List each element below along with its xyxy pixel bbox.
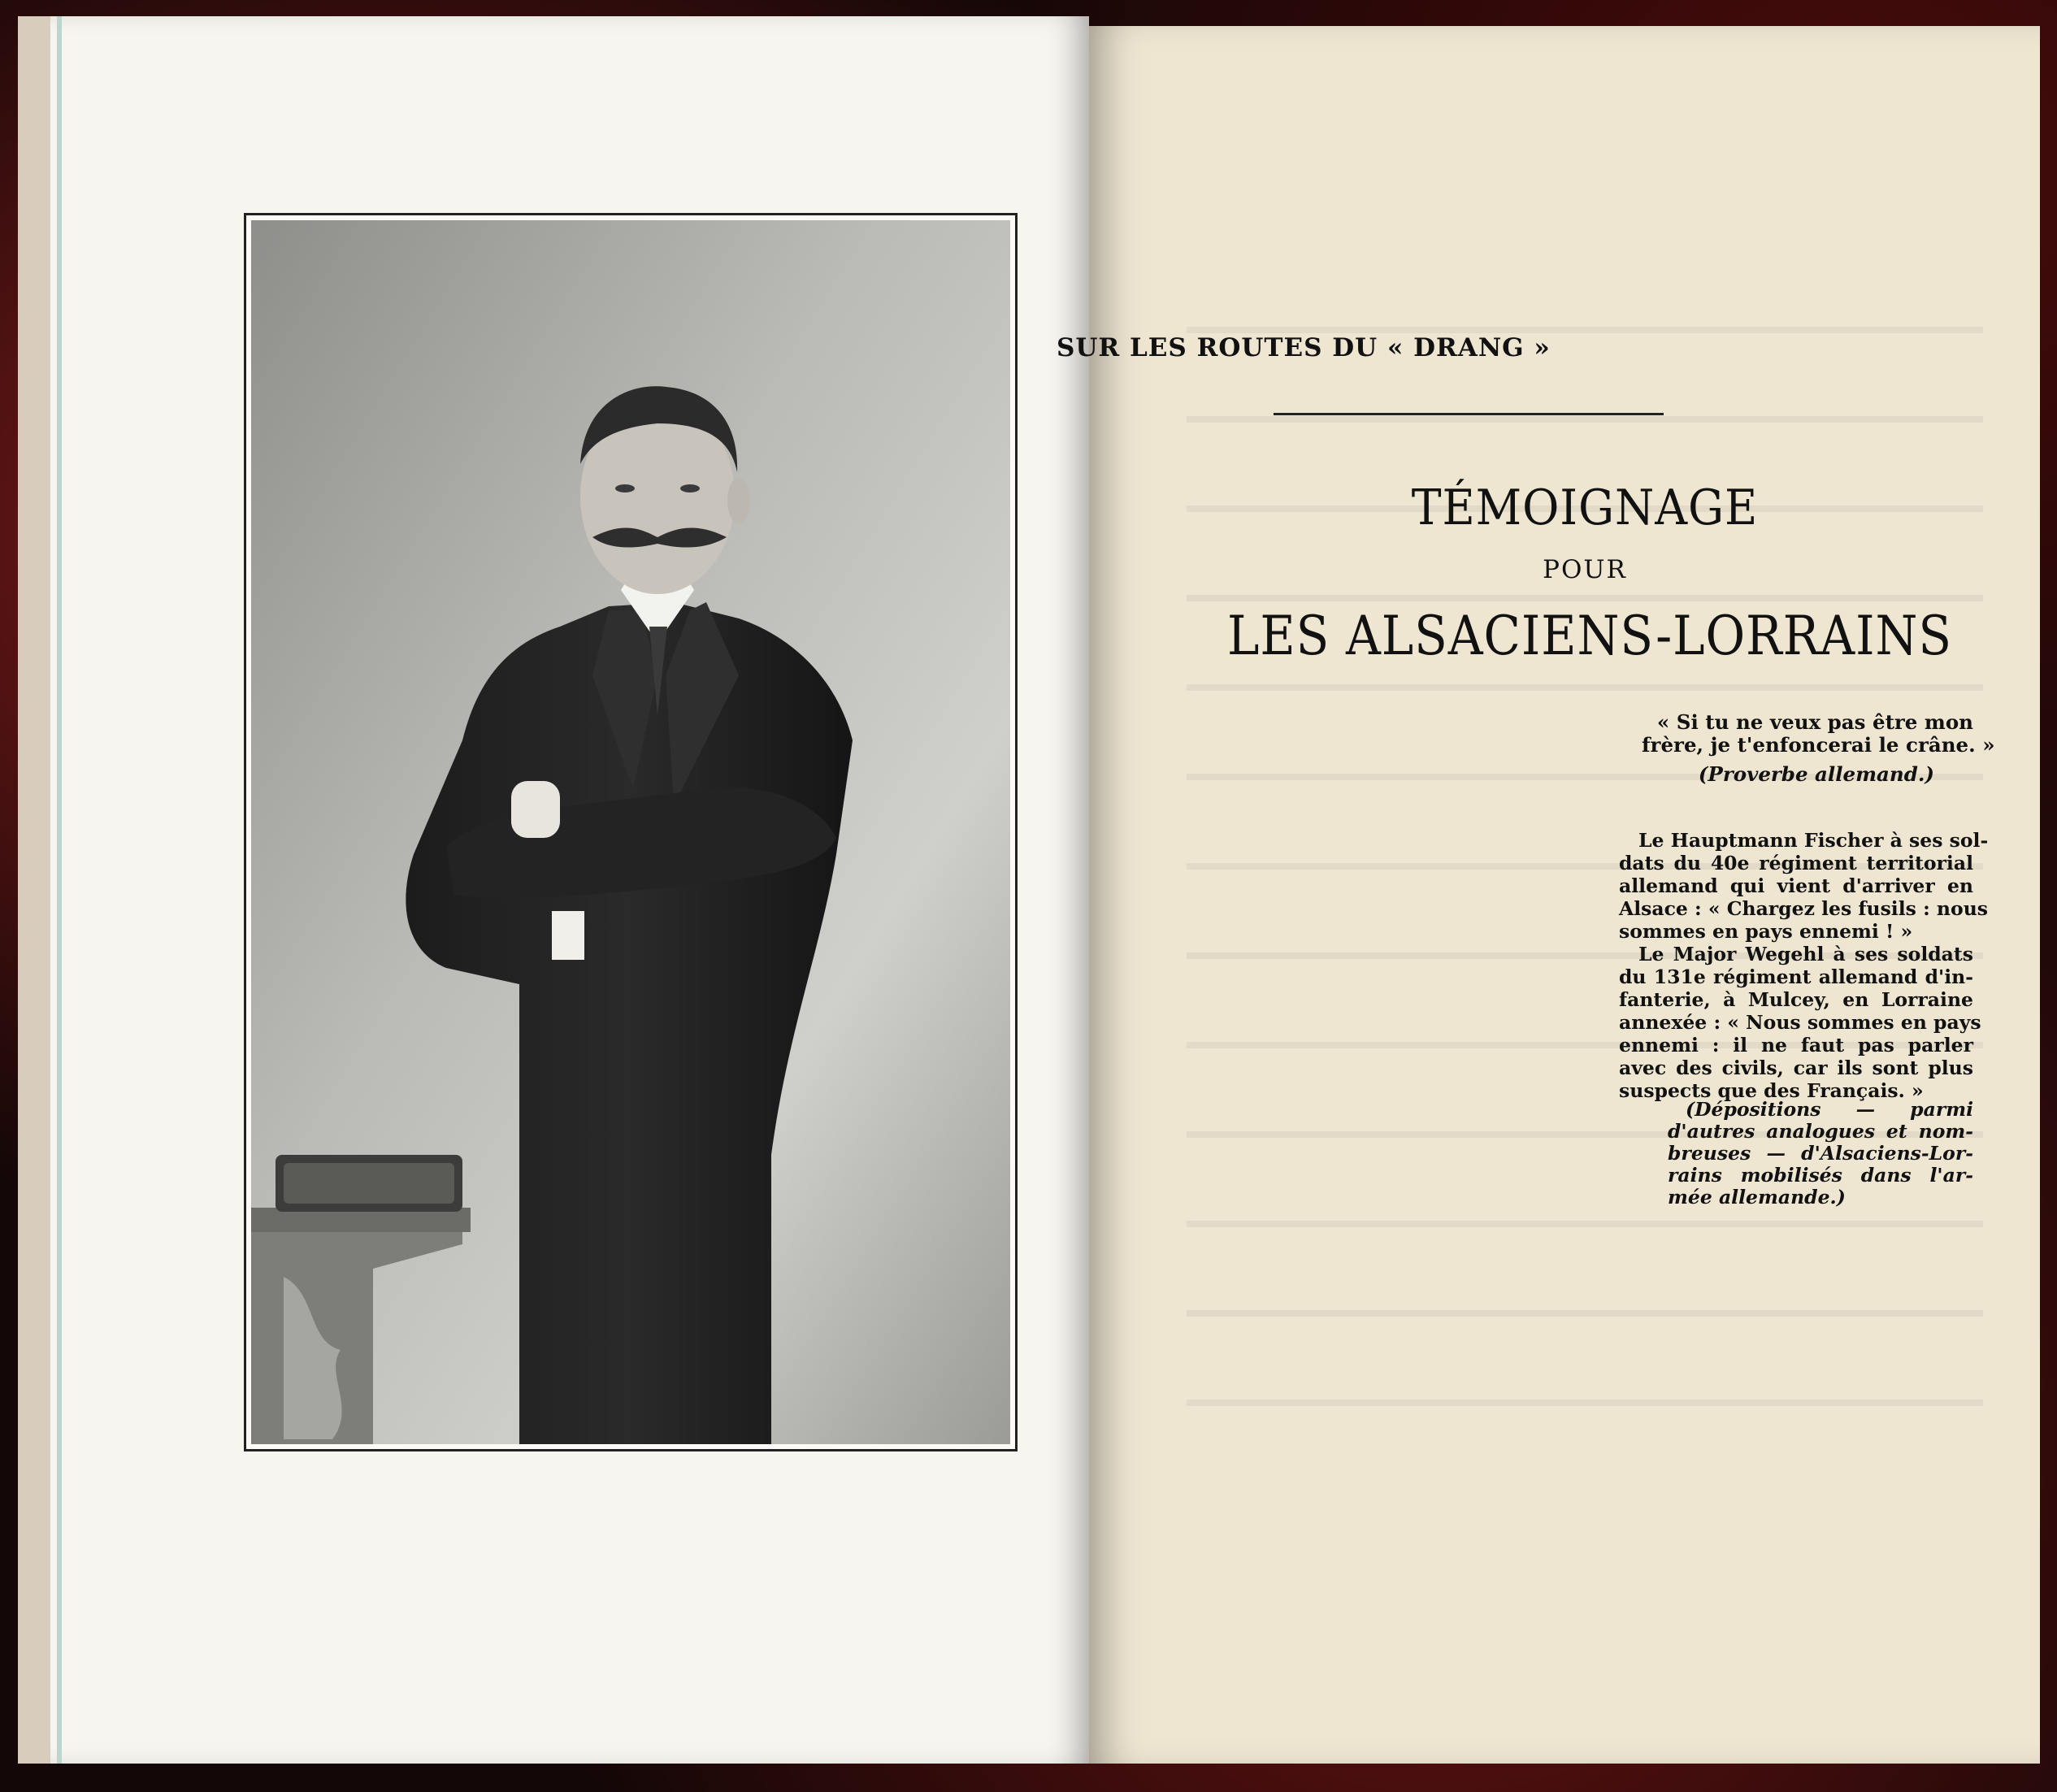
series-title: SUR LES ROUTES DU « DRANG » [1057, 333, 1551, 362]
title-line-1: TÉMOIGNAGE [1411, 479, 1759, 536]
paragraph-line: Alsace : « Chargez les fusils : nous [1619, 897, 1989, 920]
paragraph-line: sommes en pays ennemi ! » [1619, 920, 1913, 943]
title-line-3: LES ALSACIENS-LORRAINS [1227, 605, 1952, 667]
paragraph-line: Le Hauptmann Fischer à ses sol- [1638, 829, 1989, 852]
paragraph-line: allemand qui vient d'arriver en [1619, 874, 1973, 897]
epigraph-line: frère, je t'enfoncerai le crâne. » [1642, 733, 1995, 757]
title-line-2: POUR [1543, 555, 1627, 584]
title-rule [1274, 413, 1664, 415]
portrait-photograph-frame [244, 213, 1018, 1451]
paragraph-line: suspects que des Français. » [1619, 1079, 1924, 1102]
testimony-paragraph [1619, 829, 1989, 1102]
paragraph-line: Le Major Wegehl à ses soldats [1638, 943, 1973, 965]
portrait-photograph [251, 220, 1010, 1444]
paragraph-line: dats du 40e régiment territorial [1619, 852, 1973, 874]
epigraph [1642, 710, 1995, 757]
paragraph-line: annexée : « Nous sommes en pays [1619, 1011, 1981, 1034]
epigraph-source: (Proverbe allemand.) [1698, 762, 1934, 786]
deposition-line: (Dépositions — parmi [1686, 1098, 1973, 1121]
paragraph-line: fanterie, à Mulcey, en Lorraine [1619, 988, 1973, 1011]
paragraph-line: ennemi : il ne faut pas parler [1619, 1034, 1973, 1057]
paragraph-line: du 131e régiment allemand d'in- [1619, 965, 1973, 988]
paragraph-line: avec des civils, car ils sont plus [1619, 1057, 1973, 1079]
depositions-note [1668, 1099, 1973, 1208]
deposition-line: mée allemande.) [1668, 1186, 1846, 1208]
portrait-figure [251, 220, 1010, 1444]
deposition-line: d'autres analogues et nom- [1668, 1120, 1973, 1143]
deposition-line: breuses — d'Alsaciens-Lor- [1668, 1142, 1973, 1165]
deposition-line: rains mobilisés dans l'ar- [1668, 1164, 1973, 1187]
epigraph-line: « Si tu ne veux pas être mon [1656, 710, 1973, 734]
